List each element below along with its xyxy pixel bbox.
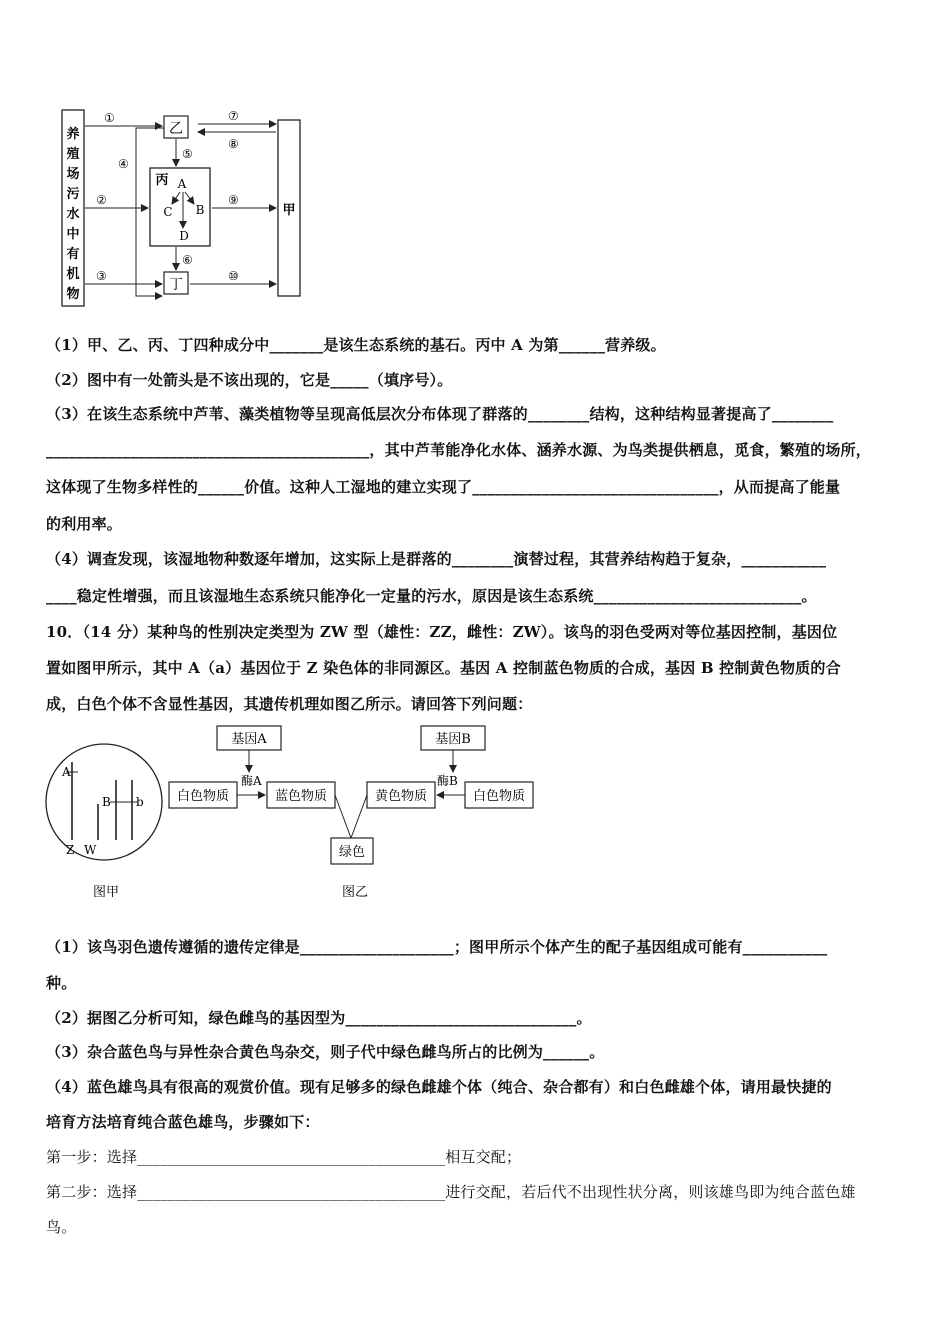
node-jia: 甲 [282,203,296,218]
gene-b-box: 基因B [435,732,471,747]
left-label-char: 物 [66,287,80,302]
arrow-label: ⑤ [182,147,193,161]
gene-label-b-lower: b [136,795,144,809]
q10-part2: （2）据图乙分析可知，绿色雌鸟的基因型为______________________________。 [46,1009,592,1027]
q10-step1: 第一步：选择________________________________________相互交配； [46,1148,522,1166]
q10-part4-line1: （4）蓝色雄鸟具有很高的观赏价值。现有足够多的绿色雌雄个体（纯合、杂合都有）和白色雌雄个体，请用最快捷的 [46,1078,832,1096]
left-label-char: 养 [66,127,80,142]
figure-jia-caption: 图甲 [92,885,120,900]
arrow-label: ③ [96,269,107,283]
left-label-char: 机 [66,267,80,282]
gene-label-b-upper: B [102,795,111,809]
left-label-char: 场 [66,167,80,182]
arrow-label: ② [96,193,107,207]
q10-heading-line1: 10．（14 分）某种鸟的性别决定类型为 ZW 型（雄性：ZZ，雌性：ZW）。该鸟的羽色受两对等位基因控制，基因位 [46,623,838,641]
figure-jia [40,740,180,910]
gene-label-a: A [62,765,71,779]
arrow-label: ⑥ [182,253,193,267]
q10-part1-line2: 种。 [46,974,77,992]
q9-part3-line4: 的利用率。 [46,515,123,533]
figure-yi [165,722,545,897]
node-ding: 丁 [169,277,183,293]
inner-a: A [177,177,187,191]
q10-heading-line3: 成，白色个体不含显性基因，其遗传机理如图乙所示。请回答下列问题： [46,695,533,713]
q9-part2: （2）图中有一处箭头是不该出现的，它是_____（填序号）。 [46,371,453,389]
enzyme-a: 酶A [241,774,262,788]
q10-step2: 第二步：选择________________________________________进行交配，若后代不出现性状分离，则该雄鸟即为纯合蓝色雄 [46,1183,856,1201]
q9-part3-line2: __________________________________________，其中芦苇能净化水体、涵养水源、为鸟类提供栖息，觅食，繁殖的场所， [46,441,872,459]
q9-part3-line3: 这体现了生物多样性的______价值。这种人工湿地的建立实现了________________________________，从而提高了能量 [46,478,841,496]
arrow-label: ⑨ [228,193,239,207]
node-bing: 丙 [155,173,169,188]
q10-step2-end: 鸟。 [46,1218,77,1236]
left-label-char: 有 [66,247,80,262]
q10-part3: （3）杂合蓝色鸟与异性杂合黄色鸟杂交，则子代中绿色雌鸟所占的比例为______。 [46,1043,605,1061]
q10-part4-line2: 培育方法培育纯合蓝色雄鸟，步骤如下： [46,1113,320,1131]
q9-part3-line1: （3）在该生态系统中芦苇、藻类植物等呈现高低层次分布体现了群落的________结构，这种结构显著提高了________ [46,405,834,423]
blue-substance: 蓝色物质 [274,789,328,804]
arrow-label: ⑦ [228,109,239,123]
left-label-char: 殖 [66,147,80,162]
left-label-char: 水 [66,207,80,222]
gene-a-box: 基因A [231,732,267,747]
arrow-label: ① [104,111,115,125]
green-result: 绿色 [338,845,366,860]
arrow-label: ⑧ [228,137,239,151]
q10-part1-line1: （1）该鸟羽色遗传遵循的遗传定律是____________________；图甲所示个体产生的配子基因组成可能有___________ [46,938,828,956]
white-substance-right: 白色物质 [472,789,526,804]
inner-c: C [163,205,173,219]
q9-part4-line1: （4）调查发现，该湿地物种数逐年增加，这实际上是群落的________演替过程，其营养结构趋于复杂，___________ [46,550,827,568]
yellow-substance: 黄色物质 [374,789,428,804]
inner-d: D [179,229,189,243]
inner-b: B [195,203,205,217]
arrow-label: ⑩ [228,269,239,283]
chromosome-w: W [84,843,97,857]
chromosome-z: Z [66,843,75,857]
q10-heading-line2: 置如图甲所示，其中 A（a）基因位于 Z 染色体的非同源区。基因 A 控制蓝色物质的合成，基因 B 控制黄色物质的合 [46,659,841,677]
left-label-char: 污 [66,187,80,202]
enzyme-b: 酶B [437,774,458,788]
q9-part4-line2: ____稳定性增强，而且该湿地生态系统只能净化一定量的污水，原因是该生态系统___________________________。 [46,587,817,605]
node-yi: 乙 [169,121,183,137]
figure-yi-caption: 图乙 [341,885,369,897]
left-label-char: 中 [66,227,80,242]
ecosystem-diagram [52,108,382,308]
q9-part1: （1）甲、乙、丙、丁四种成分中_______是该生态系统的基石。丙中 A 为第______营养级。 [46,336,666,354]
white-substance-left: 白色物质 [176,789,230,804]
arrow-label: ④ [118,157,129,171]
